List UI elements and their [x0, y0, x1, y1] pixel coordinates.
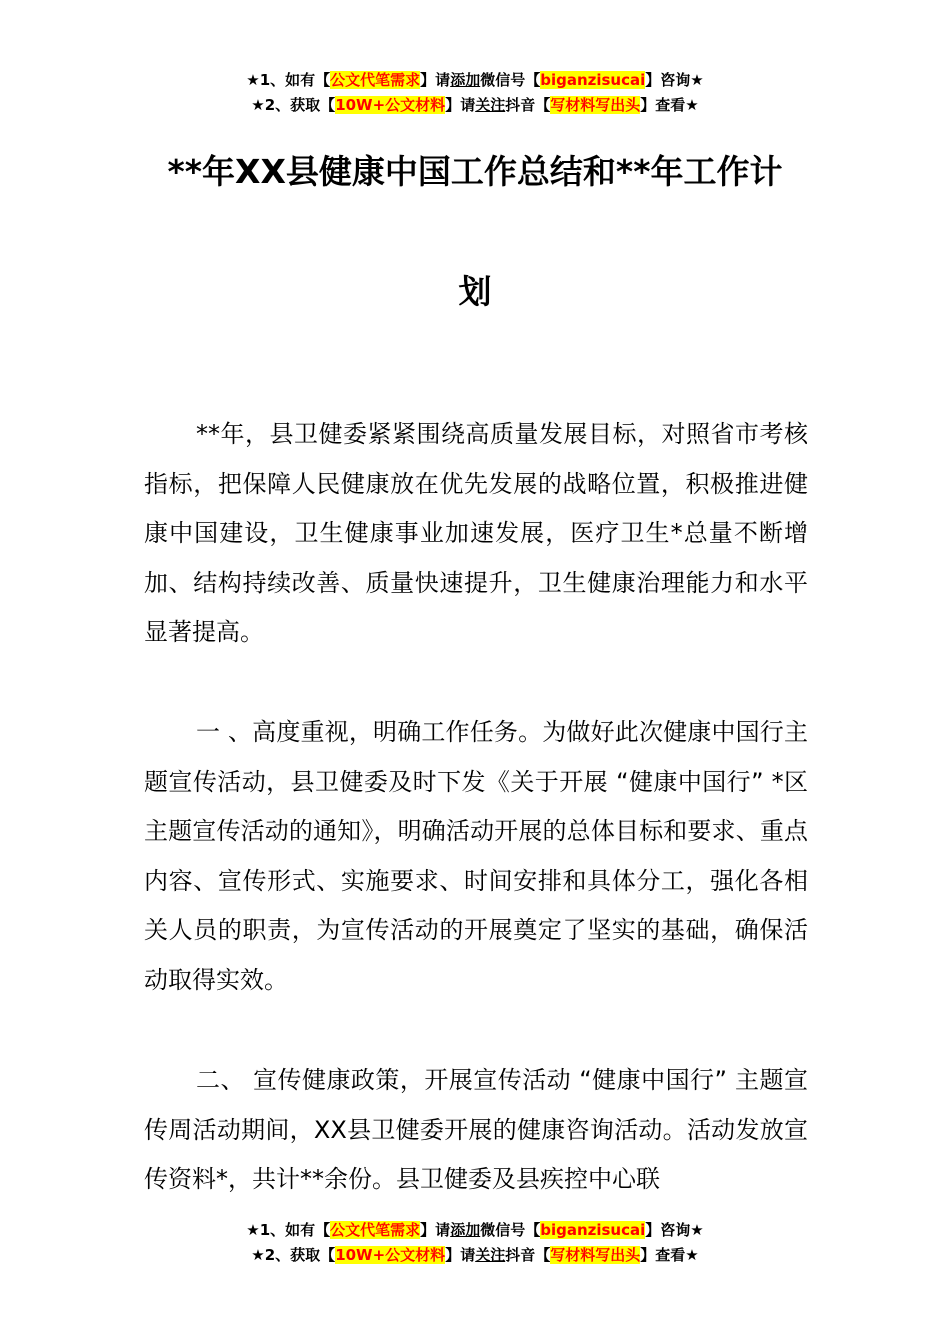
douyin-account-highlight: 写材料写出头: [550, 1246, 641, 1264]
banner-text: 】请: [445, 1246, 476, 1264]
banner-line-1: [0, 1218, 950, 1243]
banner-highlight: 10W+公文材料: [335, 1246, 446, 1264]
section-1-paragraph: 一 、高度重视，明确工作任务。为做好此次健康中国行主题宣传活动，县卫健委及时下发《关于开展 “健康中国行” *区主题宣传活动的通知》，明确活动开展的总体目标和要求、重点内容、宣传形式、实施要求、时间安排和具体分工，强化各相关人员的职责，为宣传活动的开展奠定了坚实的基础，确保活动取得实效。: [144, 718, 808, 994]
banner-text: 】请: [420, 71, 451, 89]
document-title-continuation: 划: [458, 272, 492, 311]
wechat-id-highlight: biganzisucai: [540, 1221, 646, 1239]
banner-text: 】咨询★: [645, 71, 704, 89]
banner-text: 】咨询★: [645, 1221, 704, 1239]
banner-highlight: 公文代笔需求: [330, 71, 421, 89]
banner-text: 】查看★: [640, 1246, 699, 1264]
banner-text: ★1、如有【: [246, 1221, 331, 1239]
banner-line-2: [0, 93, 950, 118]
banner-text: 微信号【: [480, 1221, 541, 1239]
banner-text: 】请: [445, 96, 476, 114]
banner-text: ★2、获取【: [251, 1246, 336, 1264]
banner-line-2: [0, 1243, 950, 1268]
banner-text: 】查看★: [640, 96, 699, 114]
banner-text: 抖音【: [505, 96, 551, 114]
banner-underlined-text: 添加: [450, 1221, 481, 1239]
banner-text: 抖音【: [505, 1246, 551, 1264]
document-title: **年XX县健康中国工作总结和**年工作计: [167, 152, 783, 191]
banner-line-1: [0, 68, 950, 93]
banner-text: ★2、获取【: [251, 96, 336, 114]
douyin-account-highlight: 写材料写出头: [550, 96, 641, 114]
banner-underlined-text: 关注: [475, 1246, 506, 1264]
banner-underlined-text: 添加: [450, 71, 481, 89]
footer-ad-banner: [0, 1218, 950, 1268]
intro-paragraph: **年，县卫健委紧紧围绕高质量发展目标，对照省市考核指标，把保障人民健康放在优先发展的战略位置，积极推进健康中国建设，卫生健康事业加速发展，医疗卫生*总量不断增加、结构持续改善、质量快速提升，卫生健康治理能力和水平显著提高。: [144, 420, 808, 646]
section-2-paragraph: 二、 宣传健康政策，开展宣传活动 “健康中国行” 主题宣传周活动期间，XX县卫健委开展的健康咨询活动。活动发放宣传资料*，共计**余份。县卫健委及县疾控中心联: [144, 1066, 808, 1193]
banner-text: 】请: [420, 1221, 451, 1239]
header-ad-banner: [0, 68, 950, 118]
banner-text: ★1、如有【: [246, 71, 331, 89]
wechat-id-highlight: biganzisucai: [540, 71, 646, 89]
banner-highlight: 10W+公文材料: [335, 96, 446, 114]
banner-text: 微信号【: [480, 71, 541, 89]
banner-underlined-text: 关注: [475, 96, 506, 114]
banner-highlight: 公文代笔需求: [330, 1221, 421, 1239]
